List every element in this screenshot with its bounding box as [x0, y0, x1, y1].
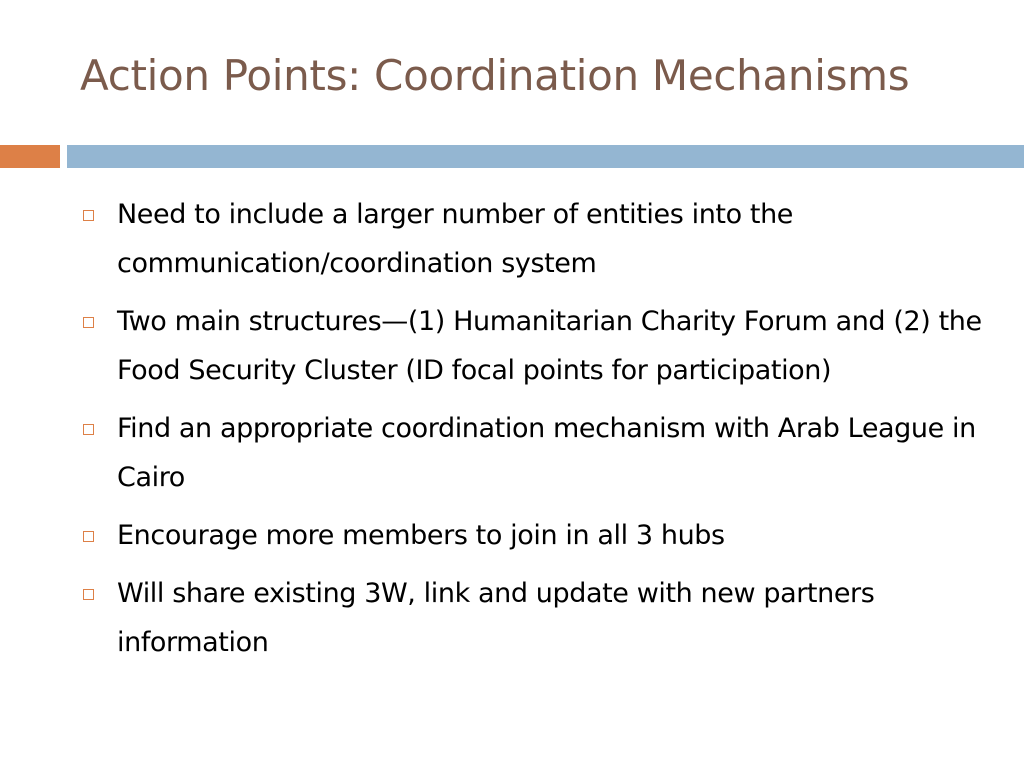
bullet-item: [83, 190, 983, 288]
bullet-text: Encourage more members to join in all 3 hubs: [117, 520, 725, 551]
accent-bar-orange: [0, 145, 60, 168]
bullet-text: Two main structures—(1) Humanitarian Charity Forum and (2) the Food Security Cluster (ID focal points for participation): [117, 306, 982, 386]
accent-bar-blue: [67, 145, 1024, 168]
square-bullet-icon: [83, 589, 94, 600]
square-bullet-icon: [83, 424, 94, 435]
bullet-text: Find an appropriate coordination mechanism with Arab League in Cairo: [117, 413, 976, 493]
bullet-text: Need to include a larger number of entities into the communication/coordination system: [117, 199, 794, 279]
bullet-item: [83, 404, 983, 502]
bullet-text: Will share existing 3W, link and update with new partners information: [117, 578, 875, 658]
slide-title: Action Points: Coordination Mechanisms: [80, 51, 910, 100]
square-bullet-icon: [83, 531, 94, 542]
square-bullet-icon: [83, 210, 94, 221]
square-bullet-icon: [83, 317, 94, 328]
bullet-item: [83, 511, 983, 560]
bullet-list: [83, 190, 983, 676]
bullet-item: [83, 569, 983, 667]
bullet-item: [83, 297, 983, 395]
